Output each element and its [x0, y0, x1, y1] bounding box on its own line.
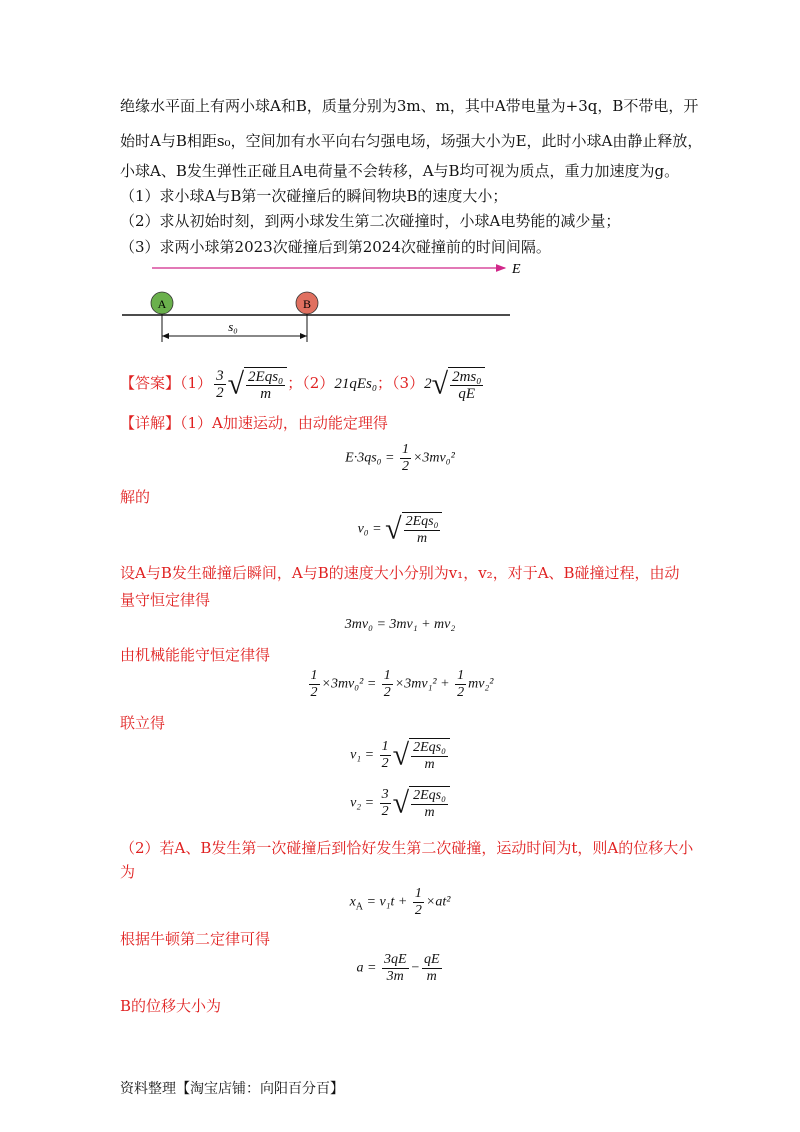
eq7-right: ×at² — [425, 894, 451, 910]
part2-line-2: 为 — [120, 863, 136, 881]
eq7-mid: = v₁t + — [363, 894, 408, 910]
a1-coef-den: 2 — [216, 385, 224, 401]
eq8-d1: 3m — [386, 969, 404, 984]
solve-text: 解的 — [120, 488, 151, 506]
answer-2-expr: 21qEs₀ — [334, 375, 378, 392]
a1-coef-num: 3 — [216, 368, 224, 384]
detail-intro-text: （1）A加速运动，由动能定理得 — [180, 414, 388, 432]
energy-text: 由机械能能守恒定律得 — [120, 646, 271, 664]
ball-a-label: A — [157, 297, 167, 311]
equation-2: v₀ = √ $\frac{\text{2Eqs₀}}{m}$ — [0, 512, 800, 547]
eq8-minus: − — [410, 960, 420, 976]
equation-4 — [0, 668, 800, 701]
a1-rad-num: 2Eqs₀ — [248, 369, 284, 385]
eq6-left: v₂ = — [350, 795, 375, 811]
eq6-cd: 2 — [381, 804, 389, 819]
eq8-n2: qE — [423, 952, 440, 967]
eq2-left: v₀ = — [357, 521, 382, 537]
answer-sep-2: ； — [377, 373, 393, 392]
eq6-rd: m — [424, 805, 435, 820]
eq2-num: 2Eqs₀ — [405, 514, 439, 529]
set-line-2: 量守恒定律得 — [120, 591, 211, 609]
ball-b-label: B — [302, 297, 312, 311]
a3-coef: 2 — [424, 375, 432, 392]
eq4-d3: 2 — [457, 685, 465, 700]
a1-rad-den: m — [260, 386, 272, 402]
problem-line-2: 始时A与B相距s₀，空间加有水平向右匀强电场，场强大小为E，此时小球A由静止释放， — [120, 132, 703, 150]
eq5-cn: 1 — [381, 739, 389, 754]
eq4-n3: 1 — [457, 668, 465, 683]
eq5-cd: 2 — [381, 756, 389, 771]
eq8-n1: 3qE — [383, 952, 407, 967]
equation-5: v₁ = $\frac{1}{2}$ √ $\frac{\text{2Eqs₀}}{m}$ — [0, 738, 800, 773]
eq2-den: m — [416, 531, 428, 546]
equation-1 — [0, 442, 800, 475]
equation-3: 3mv₀ = 3mv₁ + mv₂ — [344, 617, 456, 632]
eq4-t2: ×3mv₁² + — [394, 676, 450, 692]
eq5-rn: 2Eqs₀ — [413, 740, 446, 755]
eq7-left: x — [349, 894, 356, 910]
eq8-d2: m — [426, 969, 437, 984]
eq1-left: E·3qs₀ = — [345, 450, 395, 466]
eq8-left: a = — [356, 960, 377, 976]
problem-line-3: 小球A、B发生弹性正碰且A电荷量不会转移，A与B均可视为质点，重力加速度为g。 — [120, 162, 680, 180]
eq4-d1: 2 — [310, 685, 318, 700]
eq6-cn: 3 — [381, 787, 389, 802]
question-2: （2）求从初始时刻，到两小球发生第二次碰撞时，小球A电势能的减少量； — [120, 212, 621, 230]
equation-7 — [0, 886, 800, 919]
eq7-num: 1 — [414, 886, 422, 901]
equation-8 — [0, 952, 800, 985]
answer-part-1: （1） — [180, 373, 213, 392]
answer-label: 【答案】 — [120, 373, 181, 392]
eq5-rd: m — [424, 757, 435, 772]
figure-diagram — [0, 0, 800, 350]
set-line-1: 设A与B发生碰撞后瞬间，A与B的速度大小分别为v₁，v₂，对于A、B碰撞过程，由动 — [120, 564, 680, 582]
a3-rad-den: qE — [458, 386, 476, 402]
problem-line-1: 绝缘水平面上有两小球A和B，质量分别为3m、m，其中A带电量为+3q，B不带电，开 — [120, 97, 699, 115]
eq6-rn: 2Eqs₀ — [413, 788, 446, 803]
eq1-right: ×3mv₀² — [412, 450, 455, 466]
footer-note: 资料整理【淘宝店铺：向阳百分百】 — [120, 1081, 344, 1097]
detail-intro — [120, 413, 388, 433]
eq4-n1: 1 — [310, 668, 318, 683]
combine-text: 联立得 — [120, 714, 166, 732]
b-displacement-text: B的位移大小为 — [120, 997, 222, 1015]
eq4-d2: 2 — [383, 685, 391, 700]
answer-3-expr: 2√ $\frac{\text{2ms₀}}{qE}$ — [424, 376, 485, 392]
eq4-t1: ×3mv₀² = — [321, 676, 377, 692]
part2-line-1: （2）若A、B发生第一次碰撞后到恰好发生第二次碰撞，运动时间为t，则A的位移大小 — [120, 839, 694, 857]
distance-label: s₀ — [228, 319, 238, 334]
eq7-sub: A — [355, 901, 364, 913]
field-label: E — [512, 262, 521, 277]
answer-line — [120, 367, 485, 402]
question-1: （1）求小球A与B第一次碰撞后的瞬间物块B的速度大小； — [120, 187, 508, 205]
a3-rad-num: 2ms₀ — [452, 369, 482, 385]
equation-6: v₂ = $\frac{3}{2}$ √ $\frac{\text{2Eqs₀}}{m}$ — [0, 786, 800, 821]
eq7-den: 2 — [414, 903, 422, 918]
detail-label: 【详解】 — [120, 414, 181, 432]
newton-text: 根据牛顿第二定律可得 — [120, 930, 271, 948]
answer-part-2: （2） — [302, 373, 335, 392]
eq4-n2: 1 — [383, 668, 391, 683]
question-3: （3）求两小球第2023次碰撞后到第2024次碰撞前的时间间隔。 — [120, 238, 551, 256]
answer-sep-1: ； — [287, 373, 303, 392]
eq1-den: 2 — [401, 459, 409, 474]
eq1-num: 1 — [401, 442, 409, 457]
answer-part-3: （3） — [392, 373, 425, 392]
eq5-left: v₁ = — [350, 747, 375, 763]
eq4-t3: mv₂² — [468, 676, 494, 692]
answer-1-expr: $\frac{3}{2}$ √ $\frac{\text{2Eqs₀}}{m}$ — [212, 376, 287, 392]
